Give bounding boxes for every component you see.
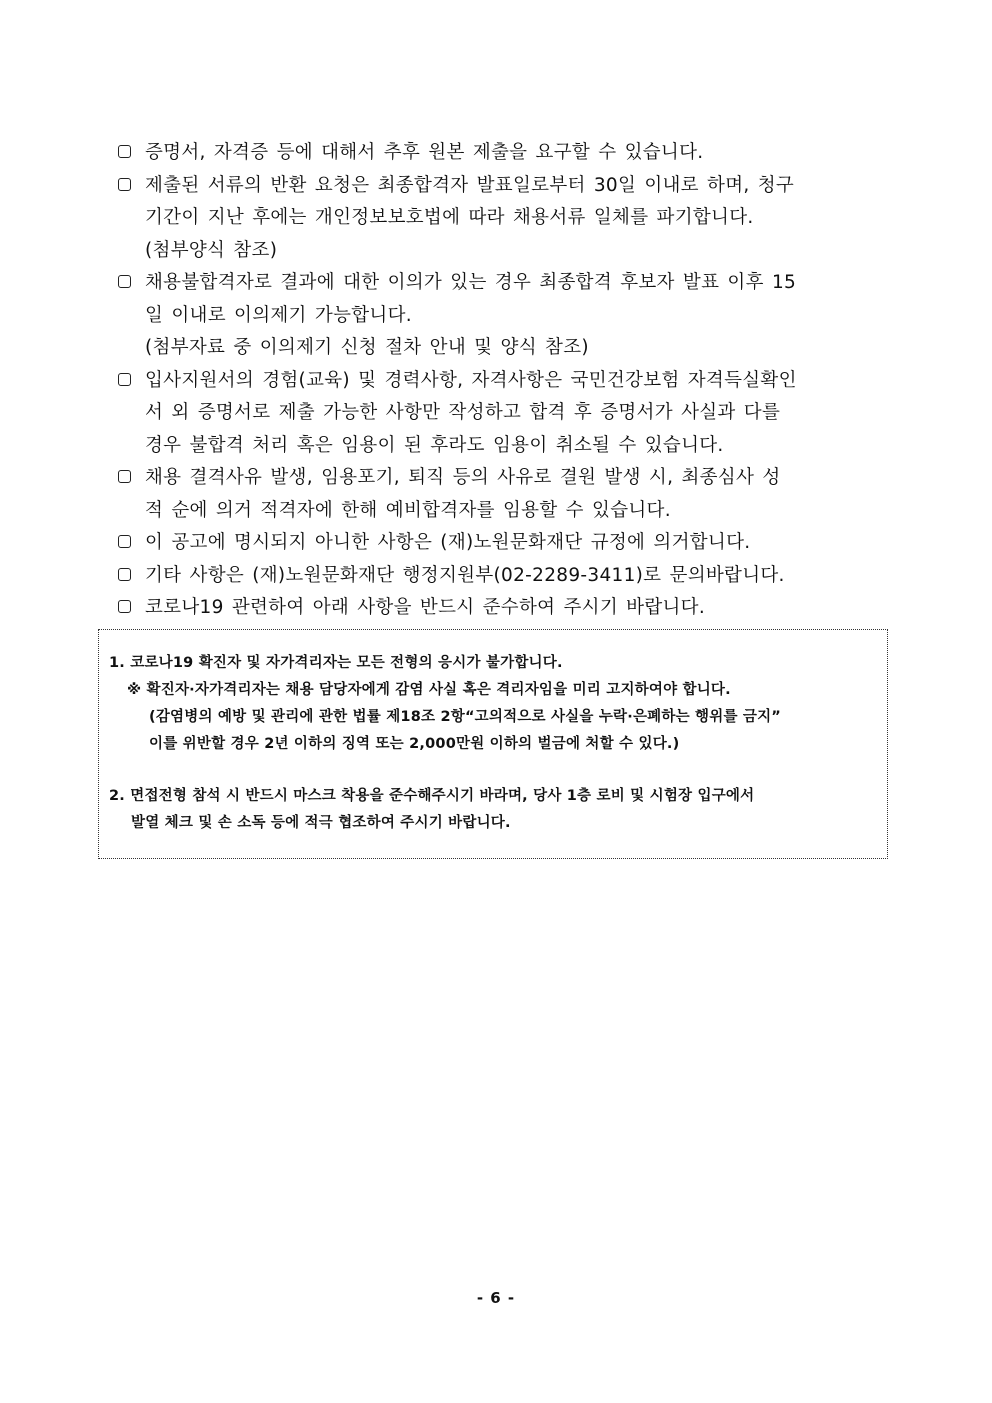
notice-text: 일 이내로 이의제기 가능합니다. bbox=[145, 304, 412, 326]
notice-text: 입사지원서의 경험(교육) 및 경력사항, 자격사항은 국민건강보험 자격득실확인 bbox=[145, 369, 797, 391]
covid-item-1-law: (감염병의 예방 및 관리에 관한 법률 제18조 2항“고의적으로 사실을 누락·은폐하는 행위를 금지” bbox=[149, 709, 782, 725]
notice-text: 경우 불합격 처리 혹은 임용이 된 후라도 임용이 취소될 수 있습니다. bbox=[145, 434, 724, 456]
checkbox-icon bbox=[118, 145, 131, 158]
notice-text: 적 순에 의거 적격자에 한해 예비합격자를 임용할 수 있습니다. bbox=[145, 499, 671, 521]
notice-text: 채용불합격자로 결과에 대한 이의가 있는 경우 최종합격 후보자 발표 이후 15 bbox=[145, 272, 797, 293]
notice-text: 증명서, 자격증 등에 대해서 추후 원본 제출을 요구할 수 있습니다. bbox=[145, 142, 704, 163]
covid-item-1-title: 1. 코로나19 확진자 및 자가격리자는 모든 전형의 응시가 불가합니다. bbox=[109, 655, 563, 671]
covid-item-1-notice: ※ 확진자·자가격리자는 채용 담당자에게 감염 사실 혹은 격리자임을 미리 고지하여야 합니다. bbox=[127, 682, 731, 698]
checkbox-icon bbox=[118, 600, 131, 613]
notice-item bbox=[118, 267, 893, 365]
notice-item bbox=[118, 527, 893, 560]
notice-text: 제출된 서류의 반환 요청은 최종합격자 발표일로부터 30일 이내로 하며, 청구 bbox=[145, 174, 795, 196]
covid-item-1-law: 이를 위반할 경우 2년 이하의 징역 또는 2,000만원 이하의 벌금에 처할 수 있다.) bbox=[149, 736, 680, 752]
notice-text: 기타 사항은 (재)노원문화재단 행정지원부(02-2289-3411)로 문의바랍니다. bbox=[145, 564, 785, 586]
page-number: - 6 - bbox=[476, 1289, 516, 1307]
notice-text: 채용 결격사유 발생, 임용포기, 퇴직 등의 사유로 결원 발생 시, 최종심사 성 bbox=[145, 467, 781, 488]
notice-item bbox=[118, 137, 893, 170]
spacer bbox=[109, 758, 877, 783]
checkbox-icon bbox=[118, 470, 131, 483]
covid-item-2-text: 2. 면접전형 참석 시 반드시 마스크 착용을 준수해주시기 바라며, 당사 1층 로비 및 시험장 입구에서 bbox=[109, 788, 755, 804]
checkbox-icon bbox=[118, 178, 131, 191]
notice-text: 이 공고에 명시되지 아니한 사항은 (재)노원문화재단 규정에 의거합니다. bbox=[145, 532, 751, 553]
notice-item bbox=[118, 592, 893, 625]
notice-list bbox=[118, 137, 893, 625]
notice-note: (첨부자료 중 이의제기 신청 절차 안내 및 양식 참조) bbox=[145, 337, 589, 358]
checkbox-icon bbox=[118, 275, 131, 288]
checkbox-icon bbox=[118, 535, 131, 548]
notice-item bbox=[118, 365, 893, 463]
notice-item bbox=[118, 462, 893, 527]
notice-text: 코로나19 관련하여 아래 사항을 반드시 준수하여 주시기 바랍니다. bbox=[145, 597, 706, 618]
notice-note: (첨부양식 참조) bbox=[145, 239, 278, 261]
notice-text: 기간이 지난 후에는 개인정보보호법에 따라 채용서류 일체를 파기합니다. bbox=[145, 207, 754, 228]
notice-item bbox=[118, 560, 893, 593]
checkbox-icon bbox=[118, 373, 131, 386]
notice-item bbox=[118, 170, 893, 268]
covid-notice-box bbox=[98, 629, 888, 859]
notice-text: 서 외 증명서로 제출 가능한 사항만 작성하고 합격 후 증명서가 사실과 다를 bbox=[145, 402, 781, 423]
covid-item-2-text: 발열 체크 및 손 소독 등에 적극 협조하여 주시기 바랍니다. bbox=[131, 815, 511, 831]
checkbox-icon bbox=[118, 568, 131, 581]
